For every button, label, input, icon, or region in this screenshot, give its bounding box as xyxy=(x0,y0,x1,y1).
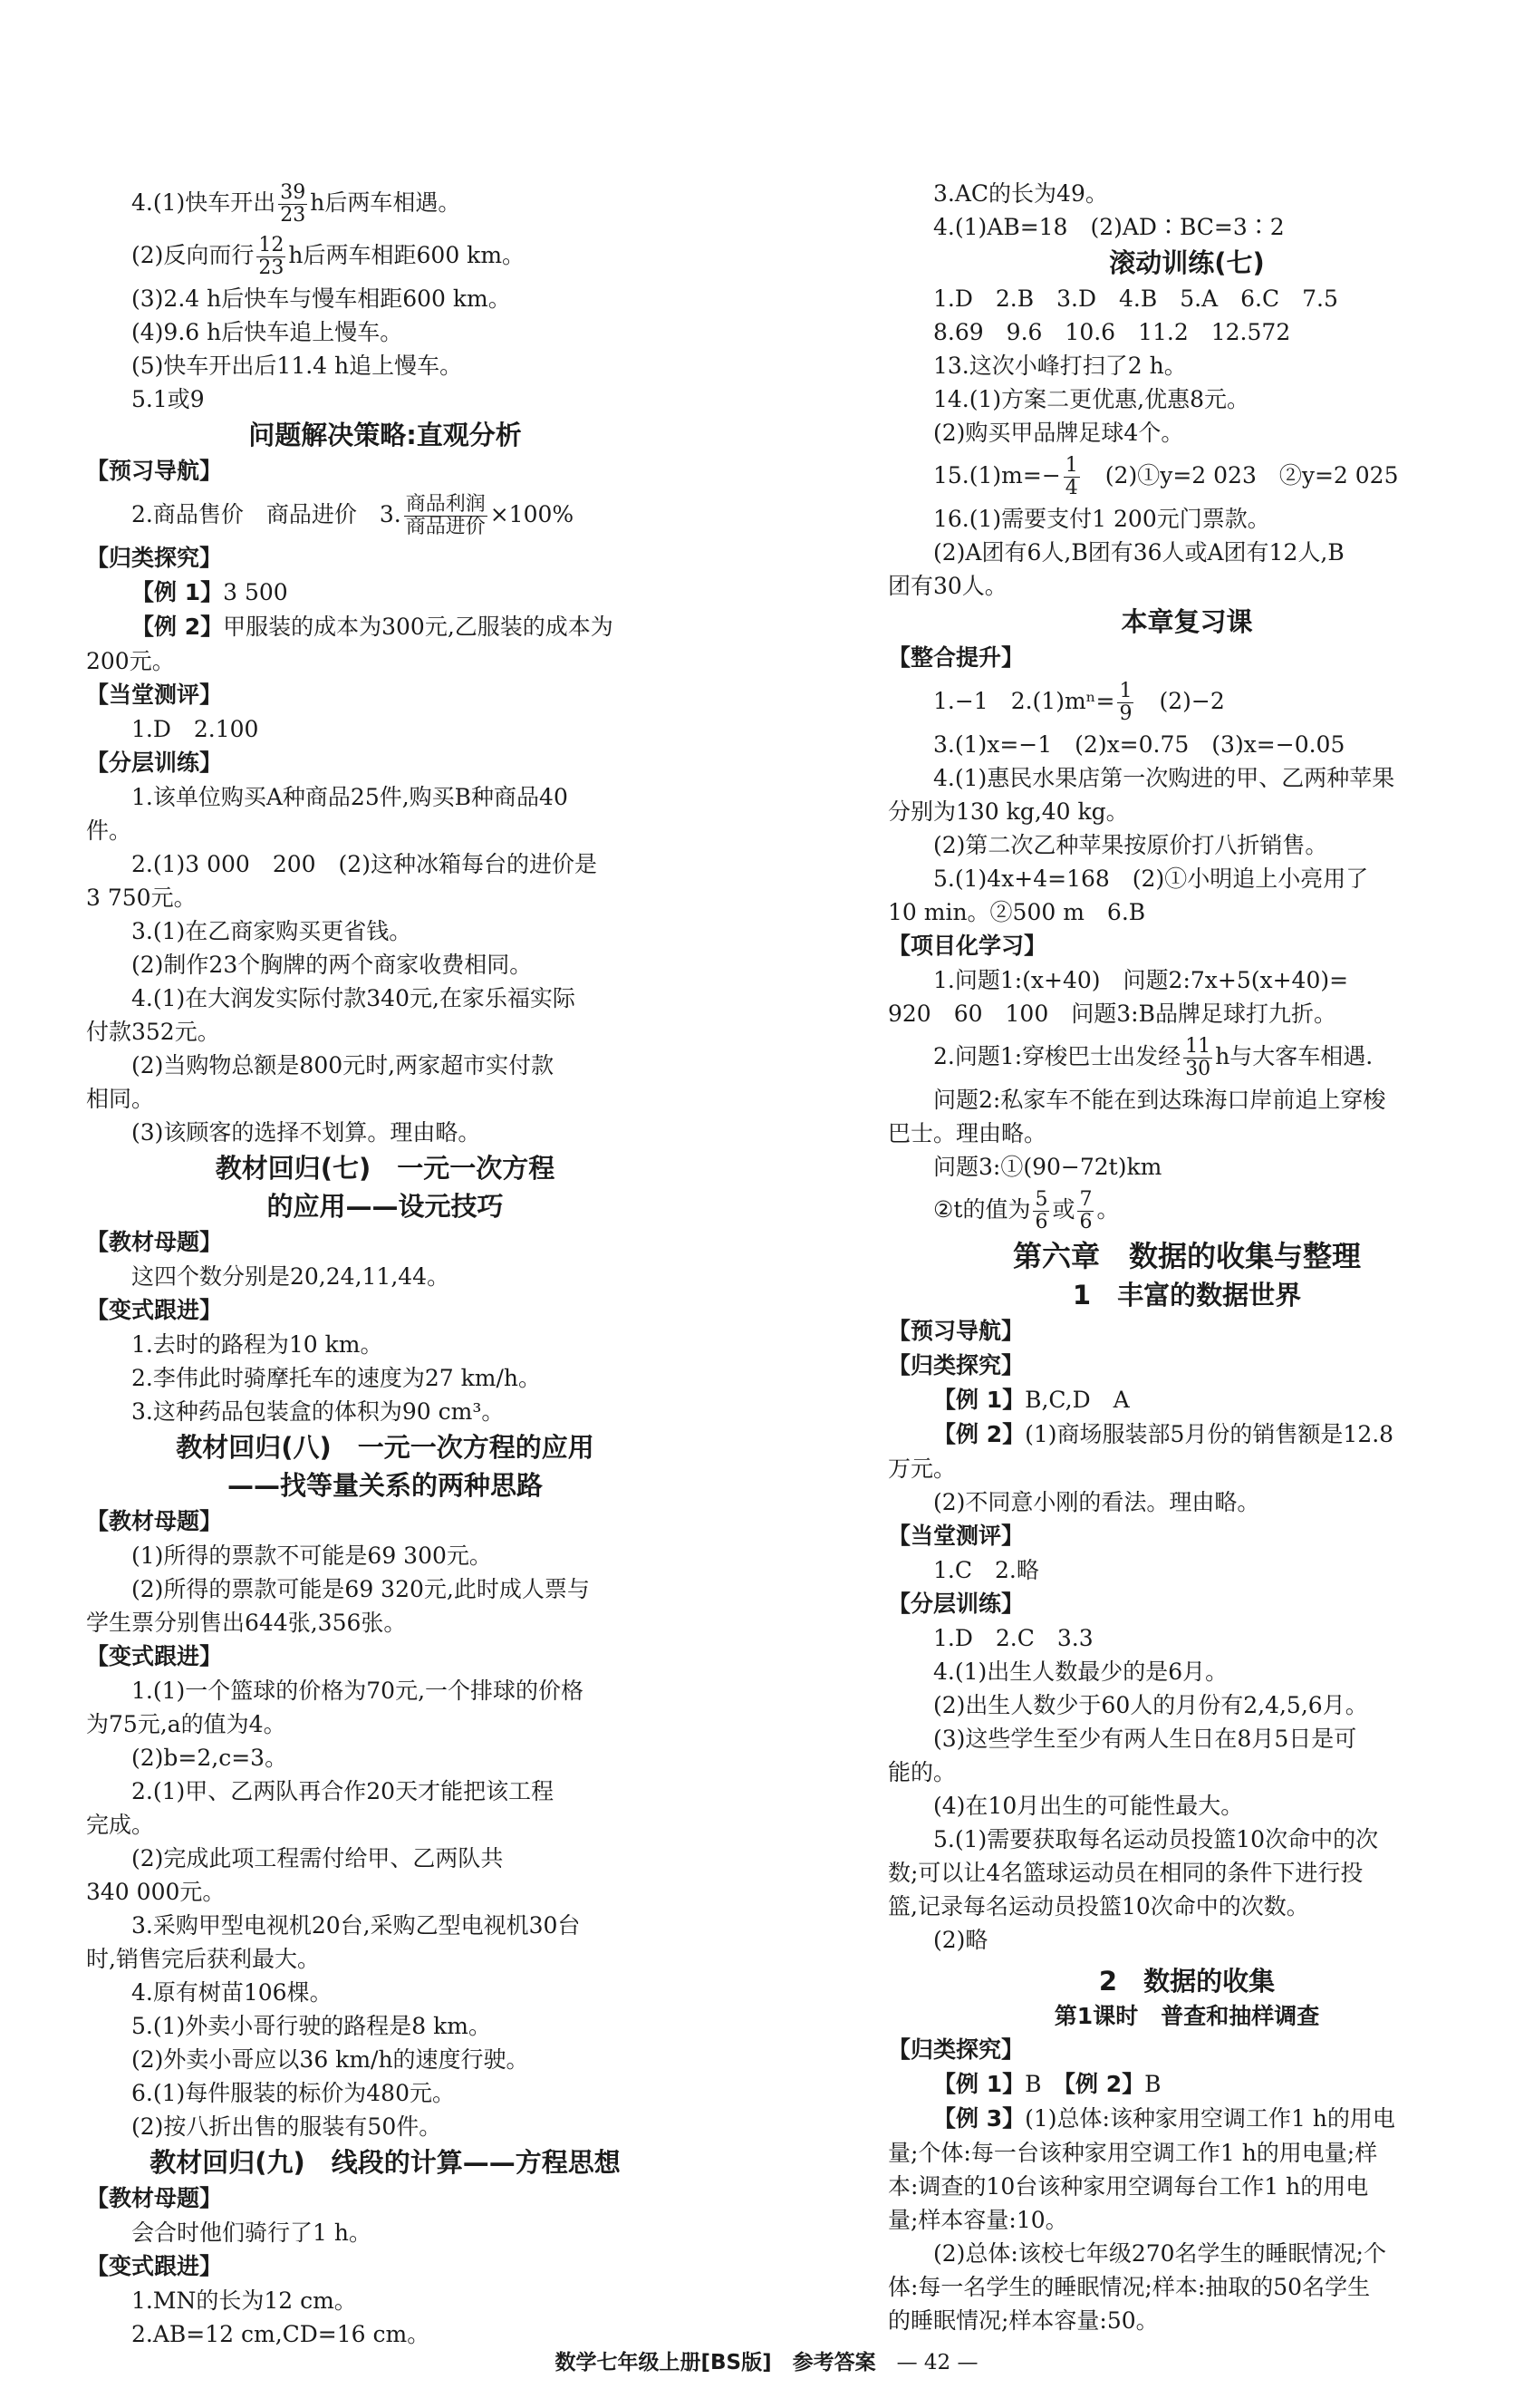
answer-line: 4.(1)快车开出 $\frac{39}{23}$ h后两车相遇。 xyxy=(131,181,461,227)
answer-line: 巴士。理由略。 xyxy=(888,1120,1047,1146)
answer-line: 16.(1)需要支付1 200元门票款。 xyxy=(933,506,1270,532)
answer-line: 本:调查的10台该种家用空调每台工作1 h的用电 xyxy=(888,2173,1369,2200)
answer-line: (2)第二次乙种苹果按原价打八折销售。 xyxy=(933,832,1328,858)
answer-line: (2)出生人数少于60人的月份有2,4,5,6月。 xyxy=(933,1692,1368,1718)
footer-title: 数学七年级上册[BS版] 参考答案 xyxy=(554,2351,876,2374)
answer-line: (2)外卖小哥应以36 km/h的速度行驶。 xyxy=(131,2046,529,2073)
answer-line: (3)这些学生至少有两人生日在8月5日是可 xyxy=(933,1726,1357,1752)
block-label: 【教材母题】 xyxy=(86,1508,223,1534)
answer-line: 【例 3】(1)总体:该种家用空调工作1 h的用电 xyxy=(933,2105,1395,2132)
answer-line: 【例 2】(1)商场服装部5月份的销售额是12.8 xyxy=(933,1421,1394,1447)
block-label: 【归类探究】 xyxy=(888,1352,1025,1378)
answer-line: 问题2:私家车不能在到达珠海口岸前追上穿梭 xyxy=(933,1087,1386,1113)
answer-line: 的睡眠情况;样本容量:50。 xyxy=(888,2307,1159,2334)
block-label: 【分层训练】 xyxy=(888,1591,1025,1617)
answer-line: ②t的值为 $\frac{5}{6}$ 或 $\frac{7}{6}$ 。 xyxy=(933,1188,1120,1233)
answer-line: 1.问题1:(x+40) 问题2:7x+5(x+40)= xyxy=(933,967,1349,993)
block-label: 【预习导航】 xyxy=(86,458,223,484)
answer-line: 完成。 xyxy=(86,1812,155,1838)
answer-line: 1.D 2.C 3.3 xyxy=(933,1625,1094,1651)
answer-line: 2.(1)甲、乙两队再合作20天才能把该工程 xyxy=(131,1778,554,1804)
answer-line: 5.(1)4x+4=168 (2)①小明追上小亮用了 xyxy=(933,866,1369,892)
answer-line: 篮,记录每名运动员投篮10次命中的次数。 xyxy=(888,1893,1309,1920)
section-heading: 本章复习课 xyxy=(1121,606,1253,637)
answer-line: 15.(1)m=− $\frac{1}{4}$ (2)①y=2 023 ②y=2 025 xyxy=(933,454,1399,499)
answer-line: 13.这次小峰打扫了2 h。 xyxy=(933,353,1187,379)
left-column xyxy=(86,177,684,2351)
answer-line: 14.(1)方案二更优惠,优惠8元。 xyxy=(933,386,1250,412)
answer-line: 3 750元。 xyxy=(86,885,197,911)
answer-line: 3.这种药品包装盒的体积为90 cm³。 xyxy=(131,1398,505,1425)
answer-line: 万元。 xyxy=(888,1455,957,1482)
answer-line: 6.(1)每件服装的标价为480元。 xyxy=(131,2080,455,2106)
answer-line: 5.(1)外卖小哥行驶的路程是8 km。 xyxy=(131,2013,491,2039)
fraction: $\frac{12}{23}$ xyxy=(258,234,284,279)
answer-line: (2)所得的票款可能是69 320元,此时成人票与 xyxy=(131,1576,590,1602)
answer-line: 为75元,a的值为4。 xyxy=(86,1711,286,1737)
answer-line: (2)反向而行 $\frac{12}{23}$ h后两车相距600 km。 xyxy=(131,234,525,279)
answer-line: 量;个体:每一台该种家用空调工作1 h的用电量;样 xyxy=(888,2140,1378,2166)
answer-line: (2)购买甲品牌足球4个。 xyxy=(933,420,1184,446)
block-label: 【归类探究】 xyxy=(86,545,223,571)
section-heading: 教材回归(八) 一元一次方程的应用 xyxy=(176,1432,594,1463)
answer-line: 量;样本容量:10。 xyxy=(888,2207,1068,2233)
answer-line: 4.(1)AB=18 (2)AD∶BC=3∶2 xyxy=(933,214,1285,240)
answer-line: 5.1或9 xyxy=(131,386,205,412)
answer-line: 数;可以让4名篮球运动员在相同的条件下进行投 xyxy=(888,1860,1364,1886)
section-heading: 1 丰富的数据世界 xyxy=(1072,1280,1302,1310)
answer-line: (5)快车开出后11.4 h追上慢车。 xyxy=(131,353,463,379)
answer-line: 团有30人。 xyxy=(888,573,1008,599)
answer-line: 【例 1】B 【例 2】B xyxy=(933,2071,1162,2097)
answer-line: 分别为130 kg,40 kg。 xyxy=(888,798,1129,825)
answer-line: 3.AC的长为49。 xyxy=(933,180,1108,207)
section-heading: 问题解决策略:直观分析 xyxy=(248,420,522,450)
block-label: 【归类探究】 xyxy=(888,2036,1025,2063)
block-label: 【项目化学习】 xyxy=(888,933,1047,959)
answer-line: (2)制作23个胸牌的两个商家收费相同。 xyxy=(131,952,533,978)
answer-line: (2)略 xyxy=(933,1927,988,1953)
answer-line: 2.李伟此时骑摩托车的速度为27 km/h。 xyxy=(131,1365,541,1391)
answer-line: (2)A团有6人,B团有36人或A团有12人,B xyxy=(933,539,1345,566)
fraction: $\frac{\text{商品利润}}{\text{商品进价}}$ xyxy=(405,493,486,538)
answer-line: (4)在10月出生的可能性最大。 xyxy=(933,1793,1244,1819)
answer-line: 3.(1)在乙商家购买更省钱。 xyxy=(131,918,412,944)
answer-line: (1)所得的票款不可能是69 300元。 xyxy=(131,1542,492,1569)
answer-line: 4.原有树苗106棵。 xyxy=(131,1979,333,2006)
block-label: 【变式跟进】 xyxy=(86,1297,223,1323)
answer-line: 相同。 xyxy=(86,1086,155,1112)
answer-line: 体:每一名学生的睡眠情况;样本:抽取的50名学生 xyxy=(888,2274,1371,2300)
section-heading: 滚动训练(七) xyxy=(1109,247,1265,278)
answer-line: (2)不同意小刚的看法。理由略。 xyxy=(933,1489,1260,1515)
answer-line: (2)当购物总额是800元时,两家超市实付款 xyxy=(131,1052,554,1078)
answer-line: 这四个数分别是20,24,11,44。 xyxy=(131,1263,450,1290)
answer-line: 4.(1)出生人数最少的是6月。 xyxy=(933,1659,1229,1685)
answer-line: 问题3:①(90−72t)km xyxy=(933,1154,1162,1180)
answer-line: (4)9.6 h后快车追上慢车。 xyxy=(131,319,403,345)
subsection-heading: 第1课时 普查和抽样调查 xyxy=(1054,2003,1320,2029)
answer-line: 1.(1)一个篮球的价格为70元,一个排球的价格 xyxy=(131,1678,584,1704)
fraction: $\frac{11}{30}$ xyxy=(1185,1035,1211,1080)
answer-line: 2.(1)3 000 200 (2)这种冰箱每台的进价是 xyxy=(131,851,597,877)
section-heading: 教材回归(九) 线段的计算——方程思想 xyxy=(149,2147,621,2178)
chapter-heading: 第六章 数据的收集与整理 xyxy=(1012,1239,1361,1273)
block-label: 【分层训练】 xyxy=(86,749,223,776)
answer-line: 1.C 2.略 xyxy=(933,1557,1039,1583)
answer-line: 8.69 9.6 10.6 11.2 12.572 xyxy=(933,319,1291,345)
answer-line: 能的。 xyxy=(888,1759,957,1785)
right-column xyxy=(888,177,1486,2337)
block-label: 【当堂测评】 xyxy=(888,1523,1025,1549)
answer-line: 1.D 2.B 3.D 4.B 5.A 6.C 7.5 xyxy=(933,285,1338,312)
section-heading: 教材回归(七) 一元一次方程 xyxy=(215,1153,555,1184)
answer-line: 2.商品售价 商品进价 3. $\frac{\text{商品利润}}{\text{商品进价}}$ ×100% xyxy=(131,493,574,538)
answer-line: 1.MN的长为12 cm。 xyxy=(131,2287,357,2314)
answer-line: (3)2.4 h后快车与慢车相距600 km。 xyxy=(131,285,511,312)
answer-line: (2)b=2,c=3。 xyxy=(131,1745,288,1771)
answer-line: 【例 2】甲服装的成本为300元,乙服装的成本为 xyxy=(131,614,613,640)
block-label: 【教材母题】 xyxy=(86,1229,223,1255)
answer-line: 4.(1)惠民水果店第一次购进的甲、乙两种苹果 xyxy=(933,765,1395,791)
answer-line: 920 60 100 问题3:B品牌足球打九折。 xyxy=(888,1001,1336,1027)
answer-line: 3.采购甲型电视机20台,采购乙型电视机30台 xyxy=(131,1912,581,1939)
answer-line: 10 min。②500 m 6.B xyxy=(888,899,1146,925)
block-label: 【当堂测评】 xyxy=(86,682,223,708)
answer-line: (3)该顾客的选择不划算。理由略。 xyxy=(131,1119,481,1146)
answer-line: 340 000元。 xyxy=(86,1879,226,1905)
answer-line: (2)按八折出售的服装有50件。 xyxy=(131,2113,442,2140)
section-heading: 2 数据的收集 xyxy=(1098,1966,1276,1997)
section-heading: 的应用——设元技巧 xyxy=(266,1191,504,1222)
answer-line: 1.D 2.100 xyxy=(131,716,259,742)
answer-line: 4.(1)在大润发实际付款340元,在家乐福实际 xyxy=(131,985,575,1011)
answer-line: 2.问题1:穿梭巴士出发经 $\frac{11}{30}$ h与大客车相遇. xyxy=(933,1035,1374,1080)
answer-line: 3.(1)x=−1 (2)x=0.75 (3)x=−0.05 xyxy=(933,731,1345,758)
answer-line: 时,销售完后获利最大。 xyxy=(86,1946,320,1972)
answer-line: (2)完成此项工程需付给甲、乙两队共 xyxy=(131,1845,504,1871)
block-label: 【变式跟进】 xyxy=(86,2253,223,2279)
section-heading: ——找等量关系的两种思路 xyxy=(227,1470,543,1501)
block-label: 【变式跟进】 xyxy=(86,1643,223,1669)
fraction: $\frac{7}{6}$ xyxy=(1079,1188,1093,1233)
fraction: $\frac{1}{9}$ xyxy=(1119,680,1133,725)
answer-line: 1.该单位购买A种商品25件,购买B种商品40 xyxy=(131,784,568,810)
answer-line: 【例 1】3 500 xyxy=(131,579,288,605)
answer-line: 5.(1)需要获取每名运动员投篮10次命中的次 xyxy=(933,1826,1379,1852)
fraction: $\frac{39}{23}$ xyxy=(280,181,306,227)
fraction: $\frac{5}{6}$ xyxy=(1035,1188,1048,1233)
answer-line: 件。 xyxy=(86,817,132,844)
answer-line: 付款352元。 xyxy=(86,1019,220,1045)
block-label: 【整合提升】 xyxy=(888,644,1025,671)
answer-line: 1.−1 2.(1)mⁿ= $\frac{1}{9}$ (2)−2 xyxy=(933,680,1225,725)
answer-line: 会合时他们骑行了1 h。 xyxy=(131,2219,371,2246)
answer-line: 1.去时的路程为10 km。 xyxy=(131,1331,383,1358)
answer-line: 2.AB=12 cm,CD=16 cm。 xyxy=(131,2321,430,2347)
answer-line: 学生票分别售出644张,356张。 xyxy=(86,1610,407,1636)
page-number: — 42 — xyxy=(896,2351,979,2374)
block-label: 【教材母题】 xyxy=(86,2185,223,2211)
answer-line: 200元。 xyxy=(86,648,175,674)
page-footer xyxy=(0,2345,1533,2375)
fraction: $\frac{1}{4}$ xyxy=(1065,454,1078,499)
answer-line: (2)总体:该校七年级270名学生的睡眠情况;个 xyxy=(933,2240,1386,2267)
block-label: 【预习导航】 xyxy=(888,1318,1025,1344)
answer-line: 【例 1】B,C,D A xyxy=(933,1387,1130,1413)
